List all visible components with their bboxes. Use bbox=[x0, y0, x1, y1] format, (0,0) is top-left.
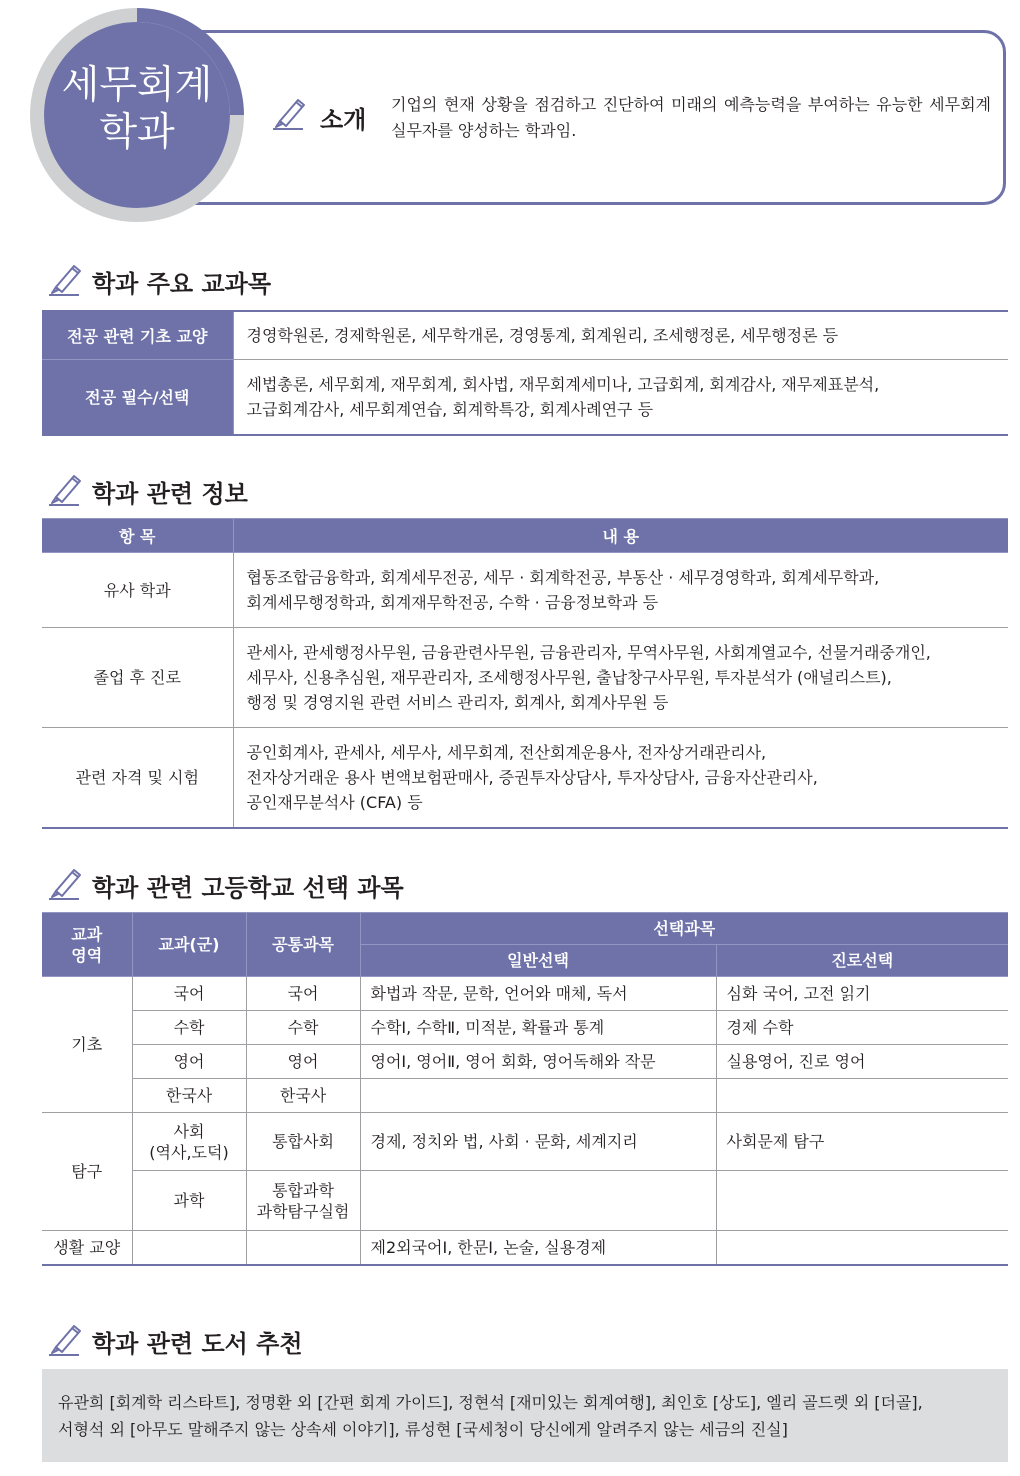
subject-group-cell: 한국사 bbox=[132, 1079, 246, 1113]
highschool-table bbox=[42, 912, 1008, 1266]
header-elective: 선택과목 bbox=[360, 913, 1008, 945]
career-cell: 경제 수학 bbox=[716, 1011, 1008, 1045]
career-cell bbox=[716, 1231, 1008, 1265]
department-title bbox=[44, 62, 230, 156]
table-row bbox=[42, 728, 1008, 828]
career-cell: 사회문제 탐구 bbox=[716, 1113, 1008, 1171]
row-label: 관련 자격 및 시험 bbox=[42, 728, 233, 828]
section-title-highschool: 학과 관련 고등학교 선택 과목 bbox=[92, 874, 404, 902]
intro-text: 기업의 현재 상황을 점검하고 진단하여 미래의 예측능력을 부여하는 유능한 세무회계 실무자를 양성하는 학과임. bbox=[391, 95, 991, 140]
pencil-icon bbox=[270, 94, 306, 130]
area-cell: 생활 교양 bbox=[42, 1231, 132, 1265]
general-cell: 화법과 작문, 문학, 언어와 매체, 독서 bbox=[360, 977, 716, 1011]
table-row bbox=[42, 1171, 1008, 1231]
table-row bbox=[42, 359, 1008, 435]
header-area: 교과 영역 bbox=[42, 913, 132, 977]
common-cell: 통합과학 과학탐구실험 bbox=[246, 1171, 360, 1231]
row-content: 관세사, 관세행정사무원, 금융관련사무원, 금융관리자, 무역사무원, 사회계열교수, 선물거래중개인, 세무사, 신용추심원, 재무관리자, 조세행정사무원, 출납창구사무원, 투자분석가 (애널리스트), 행정 및 경영지원 관련 서비스 관리자, 회계사, 회계사무원 등 bbox=[233, 628, 1008, 728]
common-cell bbox=[246, 1231, 360, 1265]
table-row bbox=[42, 977, 1008, 1011]
row-label: 전공 관련 기초 교양 bbox=[42, 311, 233, 359]
subject-group-cell bbox=[132, 1231, 246, 1265]
book-line: 서형석 외 [아무도 말해주지 않는 상속세 이야기], 류성현 [국세청이 당신에게 알려주지 않는 세금의 진실] bbox=[58, 1420, 788, 1439]
career-cell: 심화 국어, 고전 읽기 bbox=[716, 977, 1008, 1011]
common-cell: 수학 bbox=[246, 1011, 360, 1045]
row-content: 경영학원론, 경제학원론, 세무학개론, 경영통계, 회계원리, 조세행정론, 세무행정론 등 bbox=[233, 311, 1008, 359]
header-career: 진로선택 bbox=[716, 945, 1008, 977]
header-common: 공통과목 bbox=[246, 913, 360, 977]
general-cell: 수학Ⅰ, 수학Ⅱ, 미적분, 확률과 통계 bbox=[360, 1011, 716, 1045]
row-content: 공인회계사, 관세사, 세무사, 세무회계, 전산회계운용사, 전자상거래관리사, 전자상거래운 용사 변액보험판매사, 증권투자상담사, 투자상담사, 금융자산관리사, 공인재무분석사 (CFA) 등 bbox=[233, 728, 1008, 828]
subject-group-cell: 사회 (역사,도덕) bbox=[132, 1113, 246, 1171]
courses-table bbox=[42, 310, 1008, 436]
table-row bbox=[42, 1113, 1008, 1171]
department-title-line2: 학과 bbox=[99, 110, 175, 155]
table-header-row bbox=[42, 913, 1008, 945]
pencil-icon bbox=[46, 260, 82, 296]
section-title-courses: 학과 주요 교과목 bbox=[92, 270, 271, 298]
general-cell bbox=[360, 1079, 716, 1113]
book-recommendations bbox=[42, 1369, 1008, 1462]
pencil-icon bbox=[46, 1320, 82, 1356]
career-cell: 실용영어, 진로 영어 bbox=[716, 1045, 1008, 1079]
general-cell bbox=[360, 1171, 716, 1231]
info-table bbox=[42, 518, 1008, 829]
book-line: 유관희 [회계학 리스타트], 정명환 외 [간편 회계 가이드], 정현석 [재미있는 회계여행], 최인호 [상도], 엘리 골드렛 외 [더골], bbox=[58, 1393, 923, 1412]
pencil-icon bbox=[46, 864, 82, 900]
row-label: 졸업 후 진로 bbox=[42, 628, 233, 728]
area-cell: 기초 bbox=[42, 977, 132, 1113]
table-row bbox=[42, 1045, 1008, 1079]
career-cell bbox=[716, 1171, 1008, 1231]
department-title-line1: 세무회계 bbox=[61, 63, 213, 108]
subject-group-cell: 과학 bbox=[132, 1171, 246, 1231]
table-row bbox=[42, 553, 1008, 628]
header-item: 항 목 bbox=[42, 519, 233, 553]
table-row bbox=[42, 1079, 1008, 1113]
table-row bbox=[42, 628, 1008, 728]
row-content: 협동조합금융학과, 회계세무전공, 세무 · 회계학전공, 부동산 · 세무경영학과, 회계세무학과, 회계세무행정학과, 회계재무학전공, 수학 · 금융정보학과 등 bbox=[233, 553, 1008, 628]
common-cell: 통합사회 bbox=[246, 1113, 360, 1171]
header-content: 내 용 bbox=[233, 519, 1008, 553]
area-cell: 탐구 bbox=[42, 1113, 132, 1231]
section-title-info: 학과 관련 정보 bbox=[92, 480, 248, 508]
pencil-icon bbox=[46, 470, 82, 506]
table-row bbox=[42, 1231, 1008, 1265]
table-row bbox=[42, 1011, 1008, 1045]
common-cell: 한국사 bbox=[246, 1079, 360, 1113]
subject-group-cell: 국어 bbox=[132, 977, 246, 1011]
general-cell: 경제, 정치와 법, 사회 · 문화, 세계지리 bbox=[360, 1113, 716, 1171]
common-cell: 국어 bbox=[246, 977, 360, 1011]
subject-group-cell: 영어 bbox=[132, 1045, 246, 1079]
common-cell: 영어 bbox=[246, 1045, 360, 1079]
career-cell bbox=[716, 1079, 1008, 1113]
row-label: 전공 필수/선택 bbox=[42, 359, 233, 435]
header-general: 일반선택 bbox=[360, 945, 716, 977]
row-content: 세법총론, 세무회계, 재무회계, 회사법, 재무회계세미나, 고급회계, 회계감사, 재무제표분석, 고급회계감사, 세무회계연습, 회계학특강, 회계사례연구 등 bbox=[233, 359, 1008, 435]
general-cell: 제2외국어Ⅰ, 한문Ⅰ, 논술, 실용경제 bbox=[360, 1231, 716, 1265]
table-header-row bbox=[42, 519, 1008, 553]
subject-group-cell: 수학 bbox=[132, 1011, 246, 1045]
section-title-books: 학과 관련 도서 추천 bbox=[92, 1330, 303, 1358]
intro-label: 소개 bbox=[320, 106, 367, 134]
row-label: 유사 학과 bbox=[42, 553, 233, 628]
general-cell: 영어Ⅰ, 영어Ⅱ, 영어 회화, 영어독해와 작문 bbox=[360, 1045, 716, 1079]
header-subject-group: 교과(군) bbox=[132, 913, 246, 977]
table-row bbox=[42, 311, 1008, 359]
